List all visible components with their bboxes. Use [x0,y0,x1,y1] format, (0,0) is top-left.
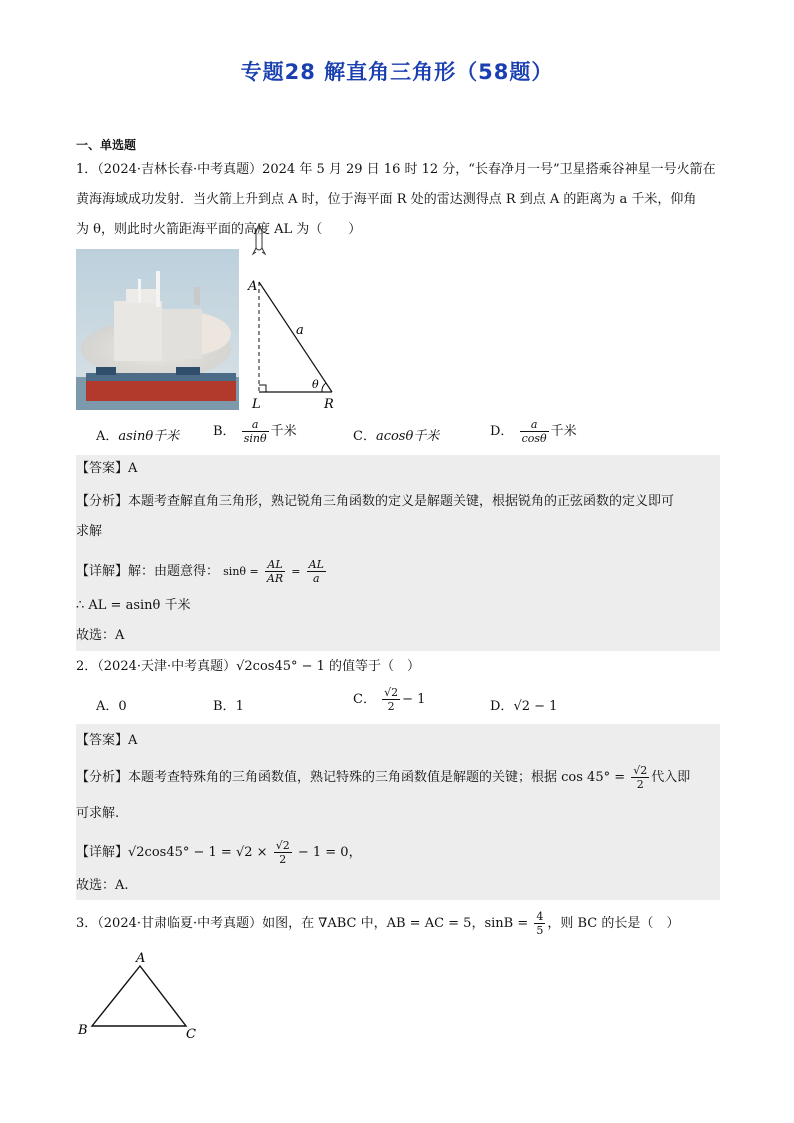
rocket-launch-photo [76,249,239,410]
q1-option-b-label: B． [213,424,236,439]
q2-detail [76,839,362,866]
q1-option-d-fraction: $\frac{a}{\cos\theta}$ [521,418,547,445]
q1-option-a-label: A． [96,429,119,444]
q1-stem-line2: 黄海海域成功发射．当火箭上升到点 A 时，位于海平面 R 处的雷达测得点 R 到点 A 的距离为 a 千米，仰角 [76,192,697,207]
q1-detail-fraction1: $\frac{AL}{AR}$ [266,558,284,585]
q1-option-d-label: D． [490,424,514,439]
q1-option-b-unit: 千米 [270,424,297,439]
q1-detail-prefix: 【详解】解：由题意得： [76,564,220,579]
q1-right-triangle-figure [244,222,344,412]
q3-isosceles-triangle-figure [74,948,204,1043]
q1-option-b [213,418,297,445]
q1-option-b-fraction: $\frac{a}{\sin\theta}$ [243,418,267,445]
page-title: 专题28 解直角三角形（58题） [240,60,554,84]
q3-label-B: B [78,1023,88,1038]
q1-stem-line1: 1．（2024·吉林长春·中考真题）2024 年 5 月 29 日 16 时 12 分，“长春净月一号”卫星搭乘谷神星一号火箭在 [76,162,716,177]
q1-detail-sin: sinθ = [223,565,259,578]
q2-option-c-label: C． [353,692,376,707]
q1-label-theta: θ [312,378,319,391]
q1-label-A: A [248,279,258,294]
q2-option-b [213,695,244,714]
q2-option-a [96,695,127,714]
q3-label-C: C [186,1027,196,1042]
q2-option-a-text: 0 [118,699,127,714]
q2-analysis-post: 代入即 [651,770,691,785]
q2-option-d [490,695,557,714]
q2-option-c [353,686,425,713]
q3-stem-fraction: $\frac{4}{5}$ [536,910,544,937]
q2-option-d-text: √2 − 1 [513,699,558,714]
q2-choose: 故选：A. [76,878,129,893]
q3-stem-pre: 3．（2024·甘肃临夏·中考真题）如图，在 ∇ABC 中，AB = AC = 5，sinB = [76,916,529,931]
q1-label-L: L [252,397,261,412]
q3-label-A: A [136,951,146,966]
q1-answer: 【答案】A [76,461,138,476]
q1-option-c-text: acosθ千米 [375,429,440,444]
q1-option-a [96,425,179,444]
q2-option-c-tail: − 1 [402,692,426,707]
q2-option-b-label: B． [213,699,236,714]
q1-label-R: R [324,397,334,412]
q2-answer-block [76,724,720,900]
q3-stem-post: ，则 BC 的长是（ ） [547,916,680,931]
q1-detail-fraction2: $\frac{AL}{a}$ [308,558,324,585]
q2-option-a-label: A． [96,699,119,714]
q1-option-d [490,418,577,445]
q1-analysis-line1: 【分析】本题考查解直角三角形，熟记锐角三角函数的定义是解题关键，根据锐角的正弦函数的定义即可 [76,494,675,509]
q2-detail-post: − 1 = 0， [297,845,362,860]
q1-therefore: ∴ AL = asinθ 千米 [76,598,191,613]
q2-analysis-fraction: $\frac{√2}{2}$ [633,764,648,791]
section-heading: 一、单选题 [76,138,137,152]
q1-choose: 故选：A [76,628,125,643]
q2-option-c-fraction: $\frac{√2}{2}$ [384,686,399,713]
q1-answer-block [76,455,720,651]
q1-option-c [353,425,439,444]
q1-option-d-unit: 千米 [550,424,577,439]
q2-analysis-pre: 【分析】本题考查特殊角的三角函数值，熟记特殊的三角函数值是解题的关键；根据 cos 45° = [76,770,626,785]
q1-option-c-label: C． [353,429,376,444]
q2-detail-pre: 【详解】√2cos45° − 1 = √2 × [76,845,268,860]
q2-analysis-line2: 可求解. [76,806,120,821]
q2-option-d-label: D． [490,699,514,714]
q1-detail-eq: = [291,565,301,578]
q2-detail-fraction: $\frac{√2}{2}$ [275,839,290,866]
q1-detail [76,558,328,585]
q2-analysis-line1 [76,764,690,791]
q2-answer: 【答案】A [76,733,138,748]
q2-option-b-text: 1 [235,699,244,714]
q3-stem [76,910,679,937]
q1-label-a: a [296,323,304,338]
q1-option-a-text: asinθ千米 [118,429,180,444]
q1-analysis-line2: 求解 [76,524,103,539]
q1-stem-line3: 为 θ，则此时火箭距海平面的高度 AL 为（ ） [76,222,362,237]
q2-stem: 2．（2024·天津·中考真题）√2cos45° − 1 的值等于（ ） [76,659,421,674]
